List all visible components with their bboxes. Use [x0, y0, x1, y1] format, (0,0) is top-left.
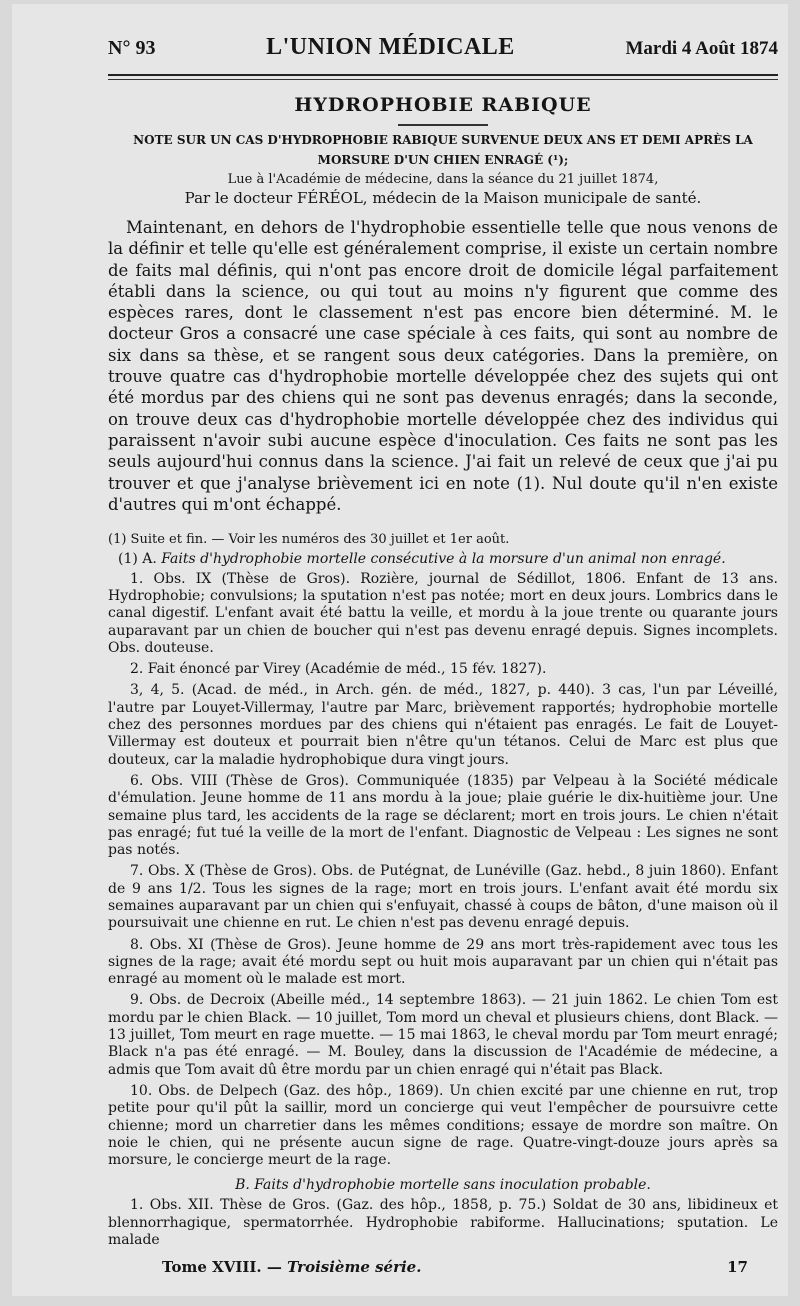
observation-entry: 2. Fait énoncé par Virey (Académie de méd., 15 fév. 1827).: [130, 661, 547, 678]
page-number: 17: [727, 1258, 748, 1276]
observation-entry: 1. Obs. IX (Thèse de Gros). Rozière, journal de Sédillot, 1806. Enfant de 13 ans. Hydrophobie; convulsions; la sputation n'est pas notée; mort en deux jours. Lombrics dans le canal digestif. L'enfant avait été battu la veille, et mordu à la joue trente ou quarante jours auparavant par un chien de boucher qui n'est pas devenu enragé depuis. Signes incomplets. Obs. douteuse.: [108, 570, 778, 656]
tome-label: Tome XVIII. —: [162, 1258, 282, 1276]
read-at-line: Lue à l'Académie de médecine, dans la séance du 21 juillet 1874,: [227, 172, 659, 187]
subsection-heading: B. Faits d'hydrophobie mortelle sans inoculation probable.: [235, 1177, 651, 1194]
footnote-number: (1) A.: [118, 550, 157, 567]
series-label: Troisième série.: [287, 1258, 422, 1276]
footnote-reference: (1) Suite et fin. — Voir les numéros des 30 juillet et 1er août.: [108, 531, 510, 547]
note-title: [108, 130, 778, 170]
volume-info: [162, 1258, 421, 1276]
observation-entry: 8. Obs. XI (Thèse de Gros). Jeune homme de 29 ans mort très-rapidement avec tous les signes de la rage; avait été mordu sept ou huit mois auparavant par un chien qui n'était pas enragé au moment où le malade est mort.: [108, 936, 778, 988]
journal-title: L'UNION MÉDICALE: [266, 34, 515, 60]
section-title: HYDROPHOBIE RABIQUE: [294, 94, 592, 116]
author-line: Par le docteur FÉRÉOL, médecin de la Maison municipale de santé.: [184, 189, 702, 207]
observation-entry: 3, 4, 5. (Acad. de méd., in Arch. gén. de méd., 1827, p. 440). 3 cas, l'un par Léveillé, l'autre par Louyet-Villermay, l'autre par Marc, brièvement rapportés; hydrophobie mortelle chez des personnes mordues par des chiens qui n'étaient pas enragés. Le fait de Louyet-Villermay est douteux et pourrait bien n'être qu'un tétanos. Celui de Marc est plus que douteux, car la maladie hydrophobique dura vingt jours.: [108, 682, 778, 768]
issue-date: Mardi 4 Août 1874: [625, 38, 778, 59]
footnote-heading-text: Faits d'hydrophobie mortelle consécutive à la morsure d'un animal non enragé.: [161, 550, 726, 567]
observation-entry: 6. Obs. VIII (Thèse de Gros). Communiquée (1835) par Velpeau à la Société médicale d'émulation. Jeune homme de 11 ans mordu à la joue; plaie guérie le dix-huitième jour. Une semaine plus tard, les accidents de la rage se déclarent; mort en trois jours. Le chien n'était pas enragé; fut tué la veille de la mort de l'enfant. Diagnostic de Velpeau : Les signes ne sont pas notés.: [108, 772, 778, 859]
header-rule: [108, 79, 778, 80]
title-divider: [398, 124, 488, 126]
main-paragraph: Maintenant, en dehors de l'hydrophobie essentielle telle que nous venons de la définir et telle qu'elle est généralement comprise, il existe un certain nombre de faits mal définis, qui n'ont pas encore droit de domicile légal parfaitement établi dans la science, ou qui tout au moins n'y figurent que comme des espèces rares, dont le classement n'est pas encore bien déterminé. M. le docteur Gros a consacré une case spéciale à ces faits, qui sont au nombre de six dans sa thèse, et se rangent sous deux catégories. Dans la première, on trouve quatre cas d'hydrophobie mortelle développée chez des sujets qui ont été mordus par des chiens qui ne sont pas devenus enragés; dans la seconde, on trouve deux cas d'hydrophobie mortelle développée chez des individus qui paraissent n'avoir subi aucune espèce d'inoculation. Ces faits ne sont pas les seuls aujourd'hui connus dans la science. J'ai fait un relevé de ceux que j'ai pu trouver et que j'analyse brièvement ici en note (1). Nul doute qu'il n'en existe d'autres qui m'ont échappé.: [108, 218, 778, 514]
observation-entry: 1. Obs. XII. Thèse de Gros. (Gaz. des hôp., 1858, p. 75.) Soldat de 30 ans, libidineux et blennorrhagique, spermatorrhée. Hydrophobie rabiforme. Hallucinations; sputation. Le malade: [108, 1197, 778, 1249]
note-title-line-2: MORSURE D'UN CHIEN ENRAGÉ (¹);: [317, 153, 569, 167]
observation-entry: 10. Obs. de Delpech (Gaz. des hôp., 1869). Un chien excité par une chienne en rut, trop petite pour qu'il pût la saillir, mord un concierge qui veut l'empêcher de poursuivre cette chienne; mord un charretier dans les mêmes conditions; essaye de mordre son maître. On noie le chien, qui ne présente aucun signe de rage. Quatre-vingt-douze jours après sa morsure, le concierge meurt de la rage.: [108, 1082, 778, 1169]
masthead: [108, 34, 778, 76]
page-footer: [162, 1258, 748, 1276]
note-title-line-1: NOTE SUR UN CAS D'HYDROPHOBIE RABIQUE SURVENUE DEUX ANS ET DEMI APRÈS LA: [133, 133, 753, 147]
issue-number: N° 93: [108, 37, 156, 59]
observation-entry: 9. Obs. de Decroix (Abeille méd., 14 septembre 1863). — 21 juin 1862. Le chien Tom est mordu par le chien Black. — 10 juillet, Tom mord un cheval et plusieurs chiens, dont Black. — 13 juillet, Tom meurt en rage muette. — 15 mai 1863, le cheval mordu par Tom meurt enragé; Black n'a pas été enragé. — M. Bouley, dans la discussion de l'Académie de médecine, a admis que Tom avait dû être mordu par un chien enragé qui n'était pas Black.: [108, 992, 778, 1078]
footnote-heading: [108, 551, 778, 567]
newspaper-page: [12, 4, 788, 1296]
observation-entry: 7. Obs. X (Thèse de Gros). Obs. de Putégnat, de Lunéville (Gaz. hebd., 8 juin 1860). Enfant de 9 ans 1/2. Tous les signes de la rage; mort en trois jours. L'enfant avait été mordu six semaines auparavant par un chien qui s'enfuyait, chassé à coups de bâton, d'une maison où il poursuivait une chienne en rut. Le chien n'est pas devenu enragé depuis.: [108, 863, 778, 932]
